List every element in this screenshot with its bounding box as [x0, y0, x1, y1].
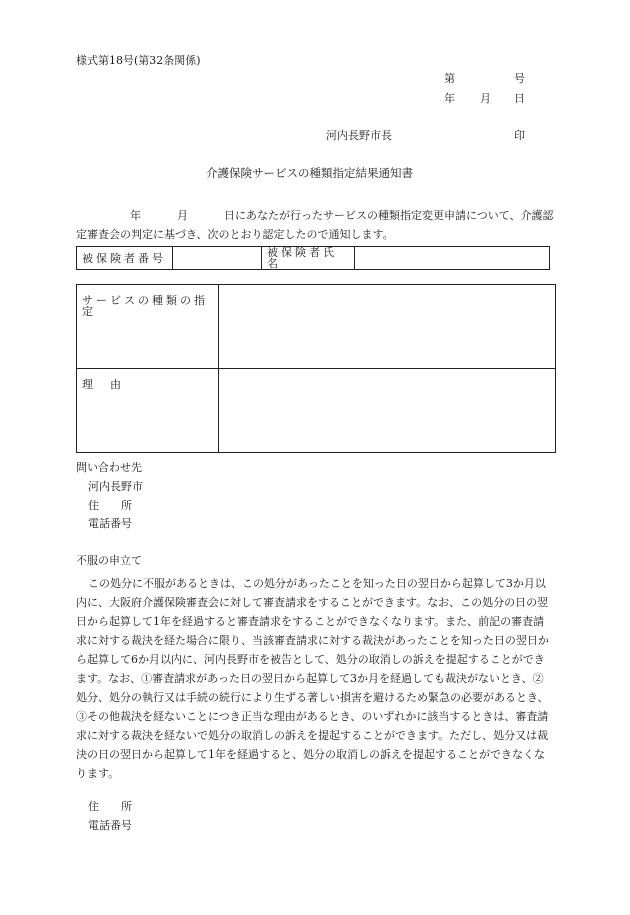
seal-mark: 印: [514, 129, 525, 142]
intro-month: 月: [177, 209, 188, 222]
intro-paragraph: [76, 206, 556, 244]
service-type-label: サービスの種類の指定: [77, 285, 219, 369]
insured-name-field[interactable]: [355, 247, 550, 270]
doc-number-prefix: 第: [444, 72, 455, 85]
insured-number-field[interactable]: [173, 247, 262, 270]
appeal-phone-label: 電話番号: [88, 819, 132, 832]
date-month-label: 月: [480, 92, 491, 105]
contact-phone-label: 電話番号: [88, 517, 132, 530]
contact-heading: 問い合わせ先: [76, 461, 142, 474]
designation-table: [76, 284, 556, 453]
appeal-body: この処分に不服があるときは、この処分があったことを知った日の翌日から起算して3か月以内に、大阪府介護保険審査会に対して審査請求をすることができます。なお、この処分の日の翌日から起算して1年を経過すると審査請求をすることができなくなります。また、前記の審査請求に対する裁決を経た場合に限り、当該審査請求に対する裁決があったことを知った日の翌日から起算して6か月以内に、河内長野市を被告として、処分の取消しの訴えを提起することができます。なお、①審査請求があった日の翌日から起算して3か月を経過しても裁決がないとき、②処分、処分の執行又は手続の続行により生ずる著しい損害を避けるため緊急の必要があるとき、③その他裁決を経ないことにつき正当な理由があるとき、のいずれかに該当するときは、審査請求に対する裁決を経ないで処分の取消しの訴えを提起することができます。ただし、処分又は裁決の日の翌日から起算して1年を経過すると、処分の取消しの訴えを提起することができなくなります。: [76, 577, 549, 780]
service-type-field[interactable]: [219, 285, 556, 369]
date-year-label: 年: [444, 92, 455, 105]
intro-text: 日にあなたが行ったサービスの種類指定変更申請について、介護認定審査会の判定に基づき、次のとおり認定したので通知します。: [76, 209, 554, 241]
document-title: 介護保険サービスの種類指定結果通知書: [206, 166, 413, 180]
appeal-heading: 不服の申立て: [76, 554, 142, 567]
reason-field[interactable]: [219, 369, 556, 453]
contact-address-label: 住 所: [88, 499, 132, 512]
appeal-address-label: 住 所: [88, 800, 132, 813]
date-day-label: 日: [514, 92, 525, 105]
insured-name-label: 被保険者氏名: [262, 247, 355, 270]
doc-number-suffix: 号: [514, 72, 525, 85]
issuer-name: 河内長野市長: [326, 129, 392, 142]
insured-number-label: 被保険者番号: [77, 247, 173, 270]
contact-city: 河内長野市: [88, 480, 143, 493]
insured-info-table: [76, 246, 550, 270]
intro-year: 年: [130, 209, 141, 222]
form-number: 様式第18号(第32条関係): [76, 54, 201, 67]
reason-label: 理 由: [77, 369, 219, 453]
